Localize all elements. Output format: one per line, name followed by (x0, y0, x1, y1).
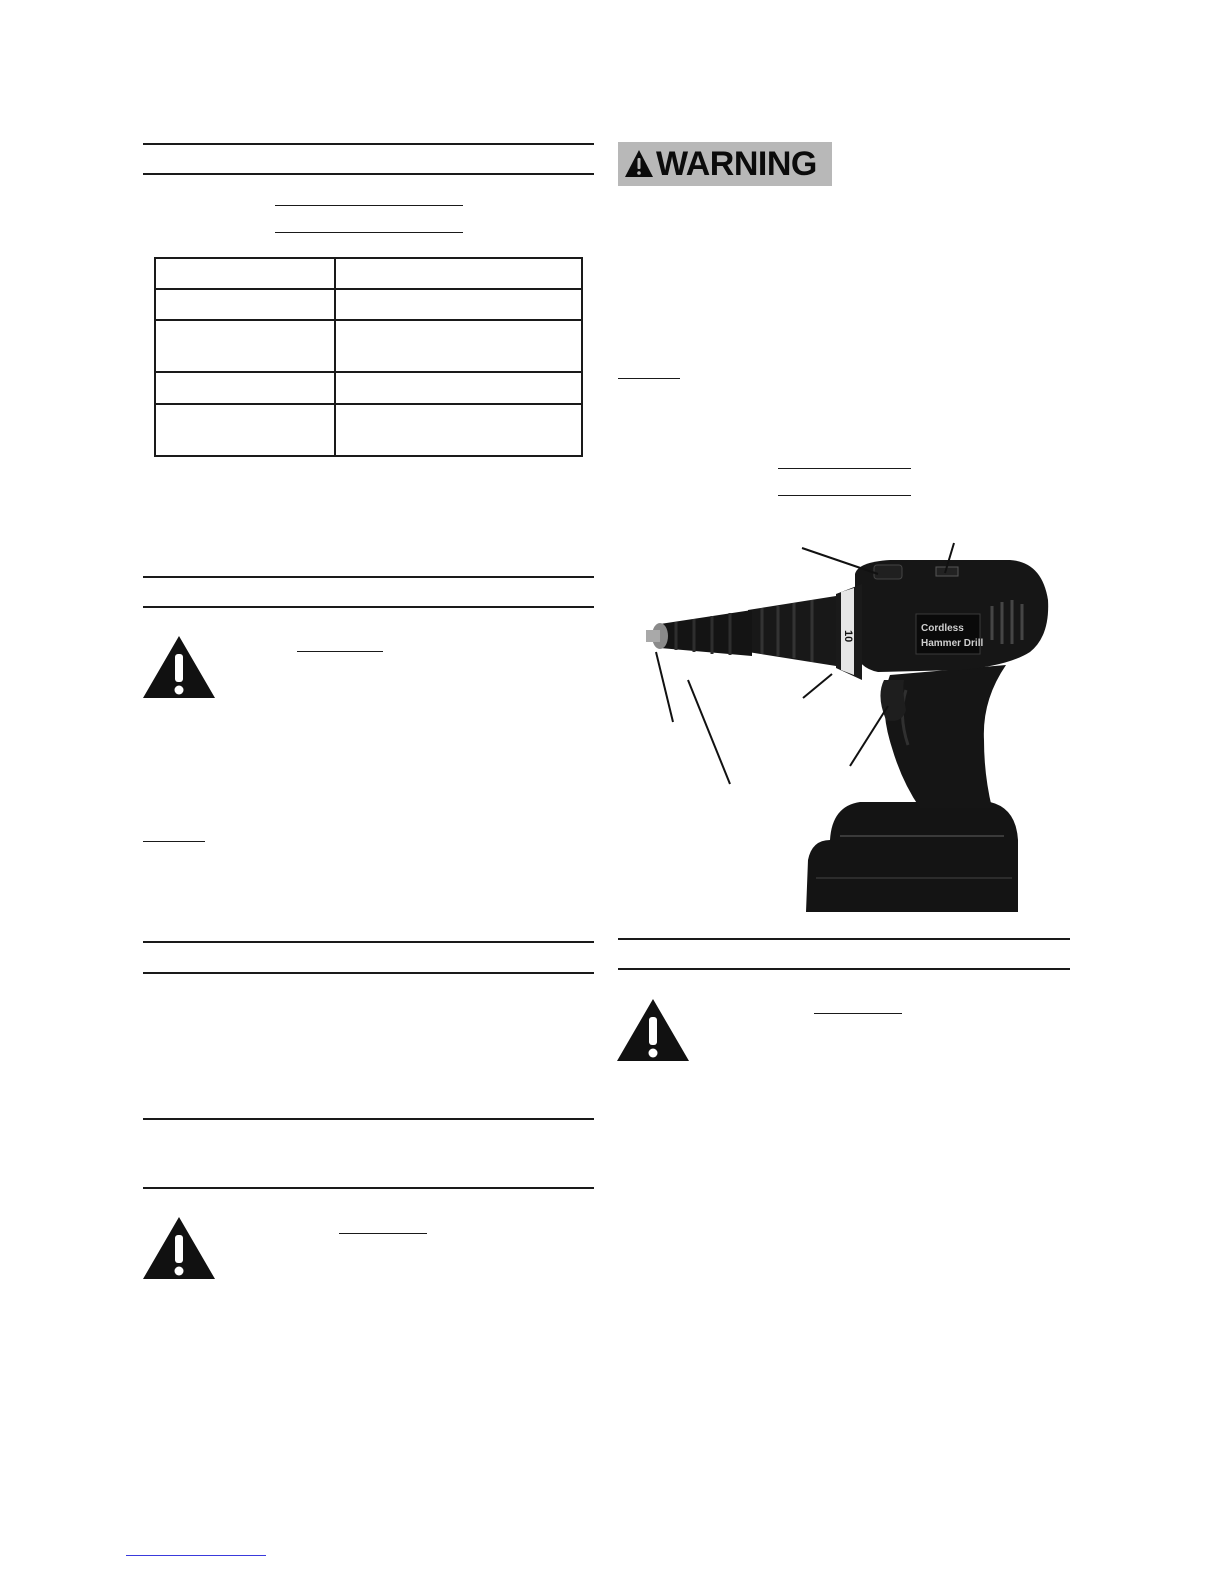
table-cell (335, 404, 582, 456)
table-cell (155, 404, 335, 456)
cordless-hammer-drill-photo (640, 540, 1080, 915)
footer-link-underline[interactable] (126, 1555, 266, 1556)
table-cell (335, 258, 582, 289)
section-rule-top (143, 1118, 594, 1120)
specs-heading-underline-1 (275, 205, 463, 206)
figure-heading-underline-1 (778, 468, 911, 469)
warning-heading-underline (339, 1233, 427, 1234)
warning-banner-label: WARNING (656, 144, 817, 183)
section-rule-top (143, 941, 594, 943)
warning-banner (618, 142, 832, 186)
table-cell (335, 320, 582, 372)
specs-heading-underline-2 (275, 232, 463, 233)
section-rule-bottom (618, 968, 1070, 970)
specifications-table (154, 257, 583, 457)
table-cell (335, 372, 582, 404)
figure-heading-underline-2 (778, 495, 911, 496)
section-rule-bottom (143, 1187, 594, 1189)
drill-brand-label-line2: Hammer Drill (921, 638, 984, 649)
section-rule-bottom (143, 972, 594, 974)
section-rule-top (143, 143, 594, 145)
warning-triangle-icon (624, 149, 654, 179)
table-cell (155, 289, 335, 320)
section-rule-bottom (143, 173, 594, 175)
warning-heading-underline (814, 1013, 902, 1014)
table-cell (155, 320, 335, 372)
table-cell (155, 258, 335, 289)
section-rule-bottom (143, 606, 594, 608)
section-rule-top (143, 576, 594, 578)
warning-triangle-icon (615, 997, 691, 1063)
warning-triangle-icon (141, 1215, 217, 1281)
note-heading-underline (618, 378, 680, 379)
warning-triangle-icon (141, 634, 217, 700)
note-heading-underline (143, 841, 205, 842)
table-cell (155, 372, 335, 404)
drill-brand-label-line1: Cordless (921, 623, 964, 634)
warning-heading-underline (297, 651, 383, 652)
clutch-setting-number: 10 (842, 630, 854, 643)
section-rule-top (618, 938, 1070, 940)
table-cell (335, 289, 582, 320)
